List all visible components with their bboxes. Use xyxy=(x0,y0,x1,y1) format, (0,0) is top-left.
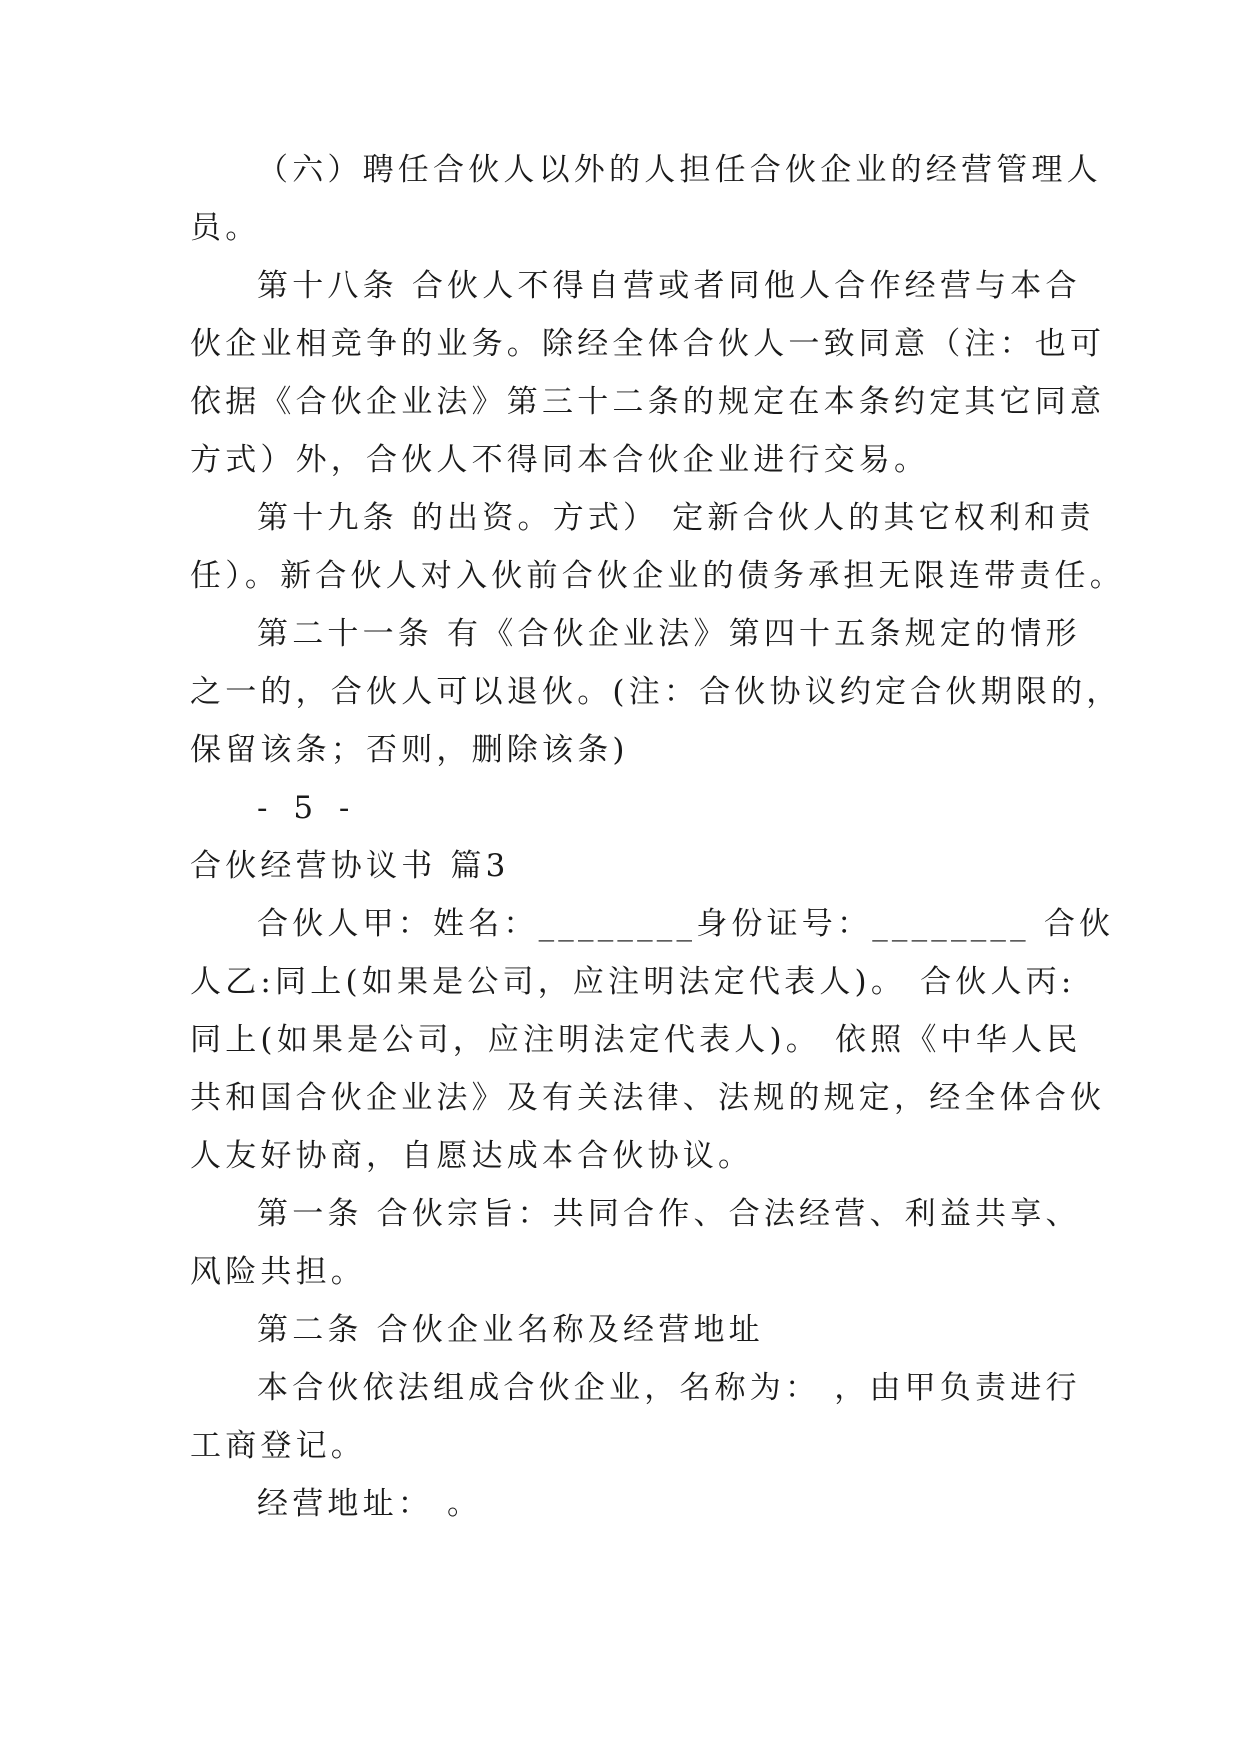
text-line: 人乙:同上(如果是公司，应注明法定代表人)。 合伙人丙: xyxy=(190,964,1076,1000)
text-line: 人友好协商，自愿达成本合伙协议。 xyxy=(190,1138,754,1174)
text-line: 第二条 合伙企业名称及经营地址 xyxy=(257,1312,764,1348)
text-line: 合伙人甲：姓名：________身份证号：________ 合伙 xyxy=(257,906,1115,942)
text-line: 共和国合伙企业法》及有关法律、法规的规定，经全体合伙 xyxy=(190,1080,1106,1116)
text-line: 本合伙依法组成合伙企业，名称为： ，由甲负责进行 xyxy=(257,1370,1081,1406)
text-line: 经营地址： 。 xyxy=(257,1486,483,1522)
text-line: 风险共担。 xyxy=(190,1254,366,1290)
text-line: 伙企业相竞争的业务。除经全体合伙人一致同意（注：也可 xyxy=(190,326,1106,362)
text-line: 方式）外，合伙人不得同本合伙企业进行交易。 xyxy=(190,442,930,478)
text-line: 同上(如果是公司，应注明法定代表人)。 依照《中华人民 xyxy=(190,1022,1082,1058)
text-line: （六）聘任合伙人以外的人担任合伙企业的经营管理人 xyxy=(257,152,1102,188)
text-line: 之一的，合伙人可以退伙。(注：合伙协议约定合伙期限的， xyxy=(190,674,1122,710)
text-line: 第一条 合伙宗旨：共同合作、合法经营、利益共享、 xyxy=(257,1196,1081,1232)
text-line: 任）。新合伙人对入伙前合伙企业的债务承担无限连带责任。 xyxy=(190,558,1125,594)
text-line: 第二十一条 有《合伙企业法》第四十五条规定的情形 xyxy=(257,616,1081,652)
page-number: - 5 - xyxy=(257,790,358,826)
text-line: 工商登记。 xyxy=(190,1428,366,1464)
text-line: 保留该条；否则，删除该条) xyxy=(190,732,629,768)
text-line: 员。 xyxy=(190,210,261,246)
text-line: 第十八条 合伙人不得自营或者同他人合作经营与本合 xyxy=(257,268,1081,304)
text-line: 第十九条 的出资。方式） 定新合伙人的其它权利和责 xyxy=(257,500,1095,536)
text-line: 依据《合伙企业法》第三十二条的规定在本条约定其它同意 xyxy=(190,384,1106,420)
section-heading: 合伙经营协议书 篇3 xyxy=(190,848,510,884)
